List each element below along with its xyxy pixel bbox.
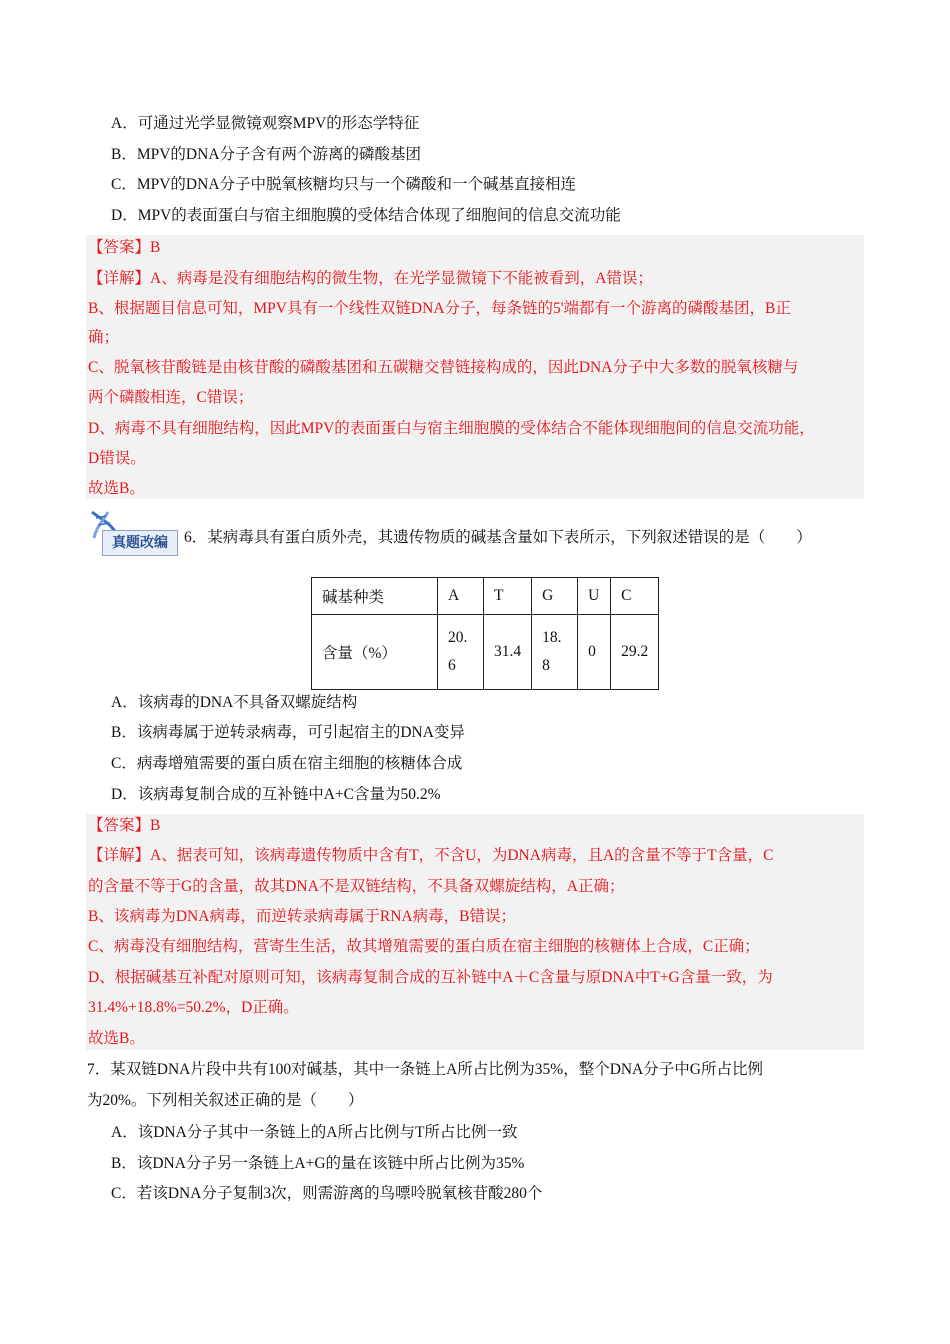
table-cell: 29.2 bbox=[611, 615, 659, 690]
q6-explain-line: 故选B。 bbox=[88, 1030, 145, 1047]
cell-text: 8 bbox=[542, 657, 550, 674]
table-cell bbox=[532, 615, 578, 690]
base-content-table bbox=[311, 577, 659, 690]
q6-explain-line: 31.4%+18.8%=50.2%，D正确。 bbox=[88, 999, 299, 1016]
q5-explain-line: 故选B。 bbox=[88, 480, 145, 497]
table-cell: 碱基种类 bbox=[312, 578, 438, 615]
q5-explain-line: 【详解】A、病毒是没有细胞结构的微生物，在光学显微镜下不能被看到，A错误； bbox=[88, 270, 653, 287]
q5-option-d: D．MPV的表面蛋白与宿主细胞膜的受体结合体现了细胞间的信息交流功能 bbox=[111, 207, 621, 224]
q5-explain-line: C、脱氧核苷酸链是由核苷酸的磷酸基团和五碳糖交替链接构成的，因此DNA分子中大多数的脱氧核糖与 bbox=[88, 359, 799, 376]
q5-explain-line: D错误。 bbox=[88, 450, 146, 467]
table-row bbox=[312, 578, 659, 615]
table-cell: C bbox=[611, 578, 659, 615]
table-cell: T bbox=[484, 578, 532, 615]
cell-text: 20. bbox=[448, 629, 468, 646]
q7-stem-line: 7．某双链DNA片段中共有100对碱基，其中一条链上A所占比例为35%，整个DNA分子中G所占比例 bbox=[87, 1061, 763, 1078]
table-cell: A bbox=[438, 578, 484, 615]
q5-explain-line: B、根据题目信息可知，MPV具有一个线性双链DNA分子，每条链的5'端都有一个游离的磷酸基团，B正 bbox=[88, 300, 791, 317]
table-row bbox=[312, 615, 659, 690]
table-cell: 0 bbox=[578, 615, 611, 690]
q5-explain-line: 确； bbox=[88, 329, 120, 346]
table-cell: 含量（%） bbox=[312, 615, 438, 690]
cell-text: 6 bbox=[448, 657, 456, 674]
q5-option-b: B．MPV的DNA分子含有两个游离的磷酸基团 bbox=[111, 146, 422, 163]
table-cell bbox=[438, 615, 484, 690]
q6-option-a: A．该病毒的DNA不具备双螺旋结构 bbox=[111, 694, 358, 711]
q7-option-a: A．该DNA分子其中一条链上的A所占比例与T所占比例一致 bbox=[111, 1124, 518, 1141]
badge-label: 真题改编 bbox=[102, 530, 178, 556]
q5-option-c: C．MPV的DNA分子中脱氧核糖均只与一个磷酸和一个碱基直接相连 bbox=[111, 176, 577, 193]
table-cell: G bbox=[532, 578, 578, 615]
q6-stem: 6．某病毒具有蛋白质外壳，其遗传物质的碱基含量如下表所示，下列叙述错误的是（ ） bbox=[184, 529, 812, 546]
q7-stem-line: 为20%。下列相关叙述正确的是（ ） bbox=[87, 1092, 364, 1109]
q5-explain-line: 两个磷酸相连，C错误； bbox=[88, 389, 254, 406]
q6-explain-line: C、病毒没有细胞结构，营寄生生活，故其增殖需要的蛋白质在宿主细胞的核糖体上合成，C正确； bbox=[88, 938, 760, 955]
q6-option-b: B．该病毒属于逆转录病毒，可引起宿主的DNA变异 bbox=[111, 724, 465, 741]
q6-option-d: D．该病毒复制合成的互补链中A+C含量为50.2% bbox=[111, 786, 441, 803]
q6-explain-line: 的含量不等于G的含量，故其DNA不是双链结构，不具备双螺旋结构，A正确； bbox=[88, 878, 625, 895]
q6-option-c: C．病毒增殖需要的蛋白质在宿主细胞的核糖体合成 bbox=[111, 755, 463, 772]
cell-text: 18. bbox=[542, 629, 562, 646]
q6-answer-box bbox=[86, 814, 864, 1050]
q5-answer: 【答案】B bbox=[88, 239, 161, 256]
q6-explain-line: D、根据碱基互补配对原则可知，该病毒复制合成的互补链中A＋C含量与原DNA中T+G含量一致，为 bbox=[88, 969, 773, 986]
q5-option-a: A．可通过光学显微镜观察MPV的形态学特征 bbox=[111, 115, 420, 132]
q6-answer: 【答案】B bbox=[88, 817, 161, 834]
table-cell: 31.4 bbox=[484, 615, 532, 690]
q5-answer-box bbox=[86, 235, 864, 499]
q7-option-c: C．若该DNA分子复制3次，则需游离的鸟嘌呤脱氧核苷酸280个 bbox=[111, 1185, 543, 1202]
q6-explain-line: B、该病毒为DNA病毒，而逆转录病毒属于RNA病毒，B错误； bbox=[88, 908, 516, 925]
q7-option-b: B．该DNA分子另一条链上A+G的量在该链中所占比例为35% bbox=[111, 1155, 525, 1172]
q5-explain-line: D、病毒不具有细胞结构，因此MPV的表面蛋白与宿主细胞膜的受体结合不能体现细胞间的信息交流功能， bbox=[88, 420, 815, 437]
table-cell: U bbox=[578, 578, 611, 615]
q6-explain-line: 【详解】A、据表可知，该病毒遗传物质中含有T，不含U，为DNA病毒，且A的含量不等于T含量，C bbox=[88, 847, 774, 864]
